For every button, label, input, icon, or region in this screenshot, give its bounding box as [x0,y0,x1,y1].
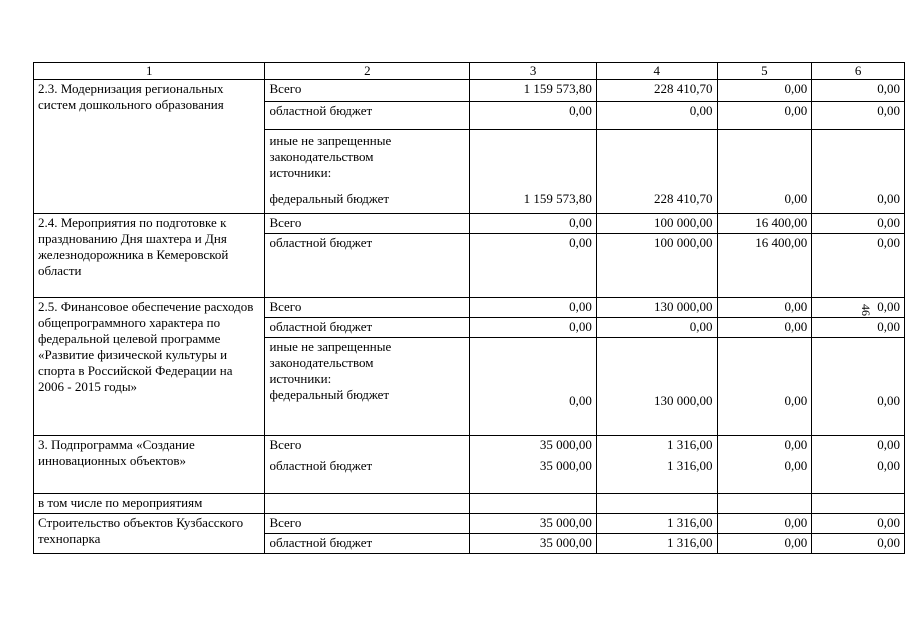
value-regional: 1 316,00 [667,458,713,473]
column-header: 6 [812,63,905,80]
funding-source: Всего [265,214,470,234]
value-cell: 0,00 [717,130,812,214]
value-cell: 35 000,00 [470,514,597,534]
measure-name: 2.5. Финансовое обеспечение расходов общепрограммного характера по федеральной целевой программе «Развитие физической культуры и спорта в Российской Федерации на 2006 - 2015 годы» [34,298,265,436]
value-cell: 228 410,70 [596,80,717,102]
value-cell: 0,00 [812,130,905,214]
value-total: 35 000,00 [539,437,592,452]
column-header: 4 [596,63,717,80]
value-cell: 0,00 [470,234,597,298]
funding-source: Всего [265,80,470,102]
funding-source: областной бюджет [265,234,470,298]
value-cell: 0,00 [470,318,597,338]
value-cell: 0,00 [812,102,905,130]
value-cell: 0,00 [470,214,597,234]
column-header: 5 [717,63,812,80]
value-cell: 130 000,00 [596,338,717,436]
value-regional: 0,00 [784,458,808,473]
measure-name: 2.3. Модернизация региональных систем дошкольного образования [34,80,265,214]
other-sources-label: иные не запрещенные законодательством источники: [269,133,392,180]
funding-source-regional: областной бюджет [269,458,373,473]
value-cell: 1 159 573,80 [470,80,597,102]
funding-source-total: Всего [269,437,302,452]
value-cell: 1 316,00 [596,534,717,554]
value-cell: 0,00 [717,514,812,534]
section-note: в том числе по мероприятиям [34,494,265,514]
funding-source [265,338,470,436]
value-cell: 1 316,00 [596,514,717,534]
table-row [34,514,905,534]
value-cell: 0,00 [812,338,905,436]
value-cell: 0,00 [812,534,905,554]
value-cell: 16 400,00 [717,234,812,298]
value-cell: 0,00 [717,534,812,554]
measure-name: 3. Подпрограмма «Создание инновационных объектов» [34,436,265,494]
page-number: 46 [859,304,873,316]
value-cell: 0,00 [812,298,905,318]
value-cell: 100 000,00 [596,214,717,234]
value-cell: 228 410,70 [596,130,717,214]
measure-name: 2.4. Мероприятия по подготовке к празднованию Дня шахтера и Дня железнодорожника в Кемеровской области [34,214,265,298]
table-row [34,436,905,494]
header-row [34,63,905,80]
value-cell: 0,00 [717,318,812,338]
value-cell: 0,00 [596,102,717,130]
value-cell: 1 159 573,80 [470,130,597,214]
funding-source: областной бюджет [265,102,470,130]
funding-source [265,436,470,494]
table-row [34,214,905,234]
value-cell: 0,00 [812,514,905,534]
value-cell: 16 400,00 [717,214,812,234]
measure-name: Строительство объектов Кузбасского технопарка [34,514,265,554]
value-total: 1 316,00 [667,437,713,452]
value-cell: 0,00 [717,80,812,102]
value-cell: 0,00 [717,338,812,436]
budget-table [33,62,905,554]
value-cell: 0,00 [470,338,597,436]
value-cell: 0,00 [812,318,905,338]
value-cell: 0,00 [812,234,905,298]
value-cell: 0,00 [596,318,717,338]
value-cell: 0,00 [812,80,905,102]
value-cell: 0,00 [812,214,905,234]
other-sources-label: иные не запрещенные законодательством источники: [269,339,392,386]
funding-source: Всего [265,514,470,534]
value-total: 0,00 [784,437,808,452]
value-cell [812,436,905,494]
funding-source: Всего [265,298,470,318]
federal-budget-label: федеральный бюджет [269,387,390,402]
value-cell: 100 000,00 [596,234,717,298]
value-cell [596,436,717,494]
value-cell: 35 000,00 [470,534,597,554]
column-header: 2 [265,63,470,80]
value-cell: 130 000,00 [596,298,717,318]
value-cell: 0,00 [470,102,597,130]
value-cell: 0,00 [470,298,597,318]
table-row [34,298,905,318]
value-total: 0,00 [877,437,900,452]
value-cell: 0,00 [717,102,812,130]
federal-budget-label: федеральный бюджет [269,191,390,206]
funding-source: областной бюджет [265,534,470,554]
column-header: 1 [34,63,265,80]
value-cell: 0,00 [717,298,812,318]
table-row [34,80,905,102]
table-row [34,494,905,514]
funding-source [265,130,470,214]
value-regional: 35 000,00 [539,458,592,473]
funding-source: областной бюджет [265,318,470,338]
value-cell [717,436,812,494]
value-cell [470,436,597,494]
value-regional: 0,00 [877,458,900,473]
column-header: 3 [470,63,597,80]
